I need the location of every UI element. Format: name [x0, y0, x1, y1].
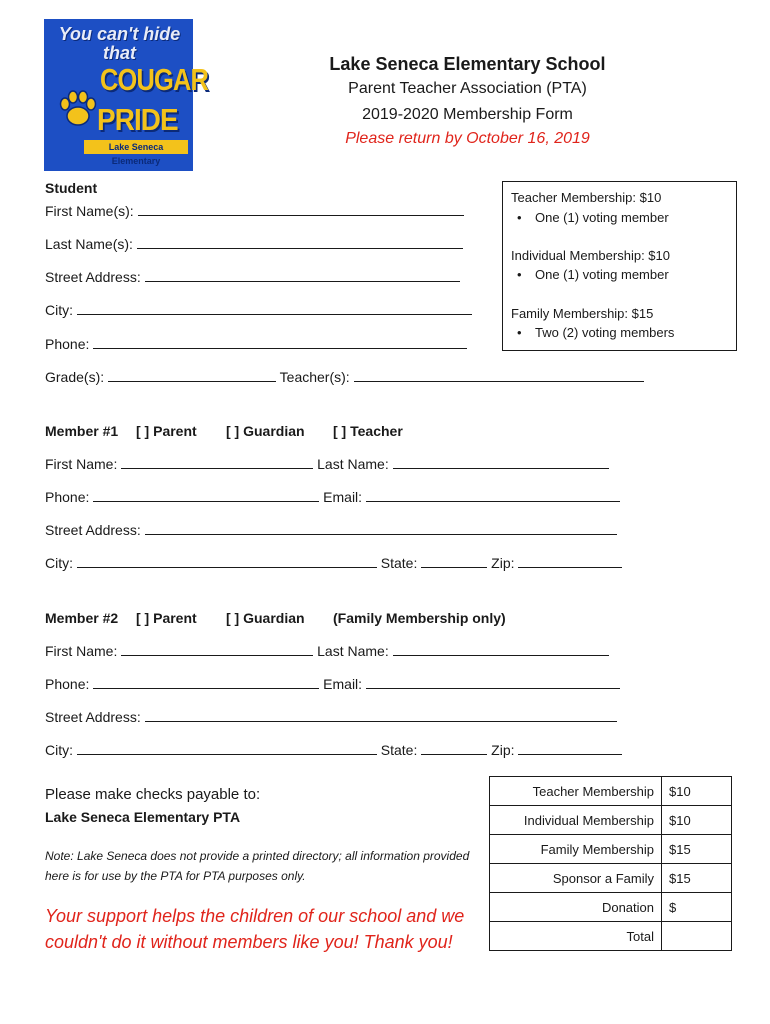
fee-name: Donation: [490, 893, 662, 922]
member2-first-name-field[interactable]: [121, 643, 313, 656]
table-row: [490, 893, 732, 922]
student-heading: Student: [45, 180, 98, 196]
grades-label: Grade(s):: [45, 369, 105, 385]
student-phone-label: Phone:: [45, 336, 90, 352]
grades-teachers-row: [45, 369, 644, 385]
member2-guardian-checkbox[interactable]: [ ] Guardian: [226, 610, 305, 626]
member2-city-row: [45, 742, 622, 758]
logo-pride-text: PRIDE: [97, 102, 178, 137]
fee-amount: $10: [662, 806, 732, 835]
teacher-membership-note: • One (1) voting member: [535, 210, 669, 225]
fee-name: Total: [490, 922, 662, 951]
member1-first-name-label: First Name:: [45, 456, 118, 472]
member1-guardian-checkbox[interactable]: [ ] Guardian: [226, 423, 305, 439]
teachers-field[interactable]: [354, 369, 644, 382]
student-city-row: [45, 302, 472, 318]
member1-email-field[interactable]: [366, 489, 620, 502]
member1-email-label: Email:: [323, 489, 363, 505]
member1-state-field[interactable]: [421, 555, 487, 568]
member1-teacher-checkbox[interactable]: [ ] Teacher: [333, 423, 403, 439]
fee-amount: $15: [662, 835, 732, 864]
org-title: Parent Teacher Association (PTA): [348, 80, 587, 97]
family-membership-option: Family Membership: $15: [511, 306, 654, 321]
logo-cougar-text: COUGAR: [100, 62, 209, 97]
member2-state-field[interactable]: [421, 742, 487, 755]
member2-email-field[interactable]: [366, 676, 620, 689]
fee-name: Teacher Membership: [490, 777, 662, 806]
member1-street-label: Street Address:: [45, 522, 141, 538]
student-city-field[interactable]: [77, 302, 472, 315]
member1-city-label: City:: [45, 555, 73, 571]
logo-school-banner: Lake Seneca Elementary: [84, 140, 188, 154]
member1-state-label: State:: [380, 555, 418, 571]
student-last-name-label: Last Name(s):: [45, 236, 133, 252]
member2-street-row: [45, 709, 617, 725]
member2-street-field[interactable]: [145, 709, 617, 722]
member2-state-label: State:: [380, 742, 418, 758]
student-first-name-field[interactable]: [138, 203, 464, 216]
member1-first-name-field[interactable]: [121, 456, 313, 469]
member1-zip-label: Zip:: [491, 555, 515, 571]
member2-parent-checkbox[interactable]: [ ] Parent: [136, 610, 197, 626]
member2-zip-label: Zip:: [491, 742, 515, 758]
member1-street-field[interactable]: [145, 522, 617, 535]
table-row: [490, 922, 732, 951]
total-amount-field[interactable]: [662, 922, 732, 951]
member1-contact-row: [45, 489, 620, 505]
family-membership-note: • Two (2) voting members: [535, 325, 674, 340]
student-last-name-row: [45, 236, 463, 252]
member2-last-name-field[interactable]: [393, 643, 609, 656]
student-city-label: City:: [45, 302, 73, 318]
member1-phone-field[interactable]: [93, 489, 319, 502]
student-first-name-label: First Name(s):: [45, 203, 134, 219]
member2-family-only-note: (Family Membership only): [333, 610, 506, 626]
member2-city-label: City:: [45, 742, 73, 758]
individual-membership-note: • One (1) voting member: [535, 267, 669, 282]
member1-city-field[interactable]: [77, 555, 377, 568]
teacher-membership-option: Teacher Membership: $10: [511, 190, 662, 205]
donation-amount-field[interactable]: $: [662, 893, 732, 922]
table-row: [490, 835, 732, 864]
member2-zip-field[interactable]: [518, 742, 622, 755]
grades-field[interactable]: [108, 369, 276, 382]
member2-street-label: Street Address:: [45, 709, 141, 725]
paw-print-icon: [58, 89, 98, 129]
member1-street-row: [45, 522, 617, 538]
teachers-label: Teacher(s):: [279, 369, 350, 385]
school-title: Lake Seneca Elementary School: [329, 54, 606, 74]
member1-zip-field[interactable]: [518, 555, 622, 568]
membership-options-box: [502, 181, 737, 351]
member2-city-field[interactable]: [77, 742, 377, 755]
member2-phone-label: Phone:: [45, 676, 90, 692]
member1-phone-label: Phone:: [45, 489, 90, 505]
form-title: 2019-2020 Membership Form: [362, 106, 573, 123]
school-logo: [44, 19, 209, 171]
member2-first-name-label: First Name:: [45, 643, 118, 659]
member2-name-row: [45, 643, 609, 659]
thank-you-message: Your support helps the children of our school and we couldn't do it without members like you! Thank you!: [45, 906, 465, 952]
member2-contact-row: [45, 676, 620, 692]
student-phone-row: [45, 336, 467, 352]
student-first-name-row: [45, 203, 464, 219]
member1-name-row: [45, 456, 609, 472]
member1-last-name-field[interactable]: [393, 456, 609, 469]
individual-membership-option: Individual Membership: $10: [511, 248, 670, 263]
fee-name: Individual Membership: [490, 806, 662, 835]
member1-heading: Member #1: [45, 423, 119, 439]
fee-table: [489, 776, 732, 951]
student-phone-field[interactable]: [93, 336, 467, 349]
member2-last-name-label: Last Name:: [317, 643, 389, 659]
member1-city-row: [45, 555, 622, 571]
fee-name: Sponsor a Family: [490, 864, 662, 893]
payee-name: Lake Seneca Elementary PTA: [45, 809, 241, 825]
fee-name: Family Membership: [490, 835, 662, 864]
student-street-field[interactable]: [145, 269, 460, 282]
table-row: [490, 806, 732, 835]
fee-amount: $10: [662, 777, 732, 806]
member2-heading: Member #2: [45, 610, 119, 626]
privacy-note: Note: Lake Seneca does not provide a printed directory; all information provided here is for use by the PTA for PTA purposes only.: [45, 849, 470, 883]
student-street-row: [45, 269, 460, 285]
table-row: [490, 864, 732, 893]
member2-email-label: Email:: [323, 676, 363, 692]
payable-to-label: Please make checks payable to:: [45, 786, 261, 803]
student-last-name-field[interactable]: [137, 236, 463, 249]
fee-amount: $15: [662, 864, 732, 893]
table-row: [490, 777, 732, 806]
logo-slogan: You can't hide that: [58, 24, 181, 63]
member1-last-name-label: Last Name:: [317, 456, 389, 472]
member2-phone-field[interactable]: [93, 676, 319, 689]
member1-parent-checkbox[interactable]: [ ] Parent: [136, 423, 197, 439]
return-deadline: Please return by October 16, 2019: [345, 130, 590, 147]
student-street-label: Street Address:: [45, 269, 141, 285]
